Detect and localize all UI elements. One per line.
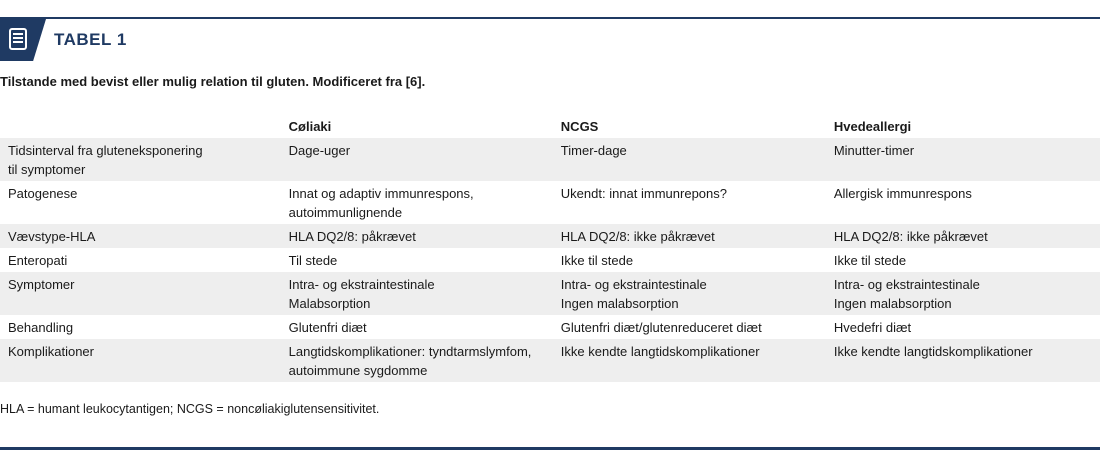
table-row [0, 181, 1100, 224]
column-header-ncgs: NCGS [560, 119, 599, 134]
table-cell: Intra- og ekstraintestinale Ingen malabsorption [834, 272, 1100, 315]
table-cell: Glutenfri diæt [288, 320, 367, 335]
column-header-coeliac: Cøliaki [288, 119, 332, 134]
table-cell: HLA DQ2/8: ikke påkrævet [834, 224, 1100, 248]
table-cell: Langtidskomplikationer: tyndtarmslymfom, autoimmune sygdomme [289, 339, 561, 382]
row-label: Komplikationer [0, 339, 289, 382]
bottom-rule [0, 447, 1100, 450]
table-cell: Ikke kendte langtidskomplikationer [834, 339, 1100, 382]
row-label: Symptomer [0, 272, 289, 315]
table-row [0, 315, 1100, 339]
table-cell: Innat og adaptiv immunrespons, autoimmunlignende [288, 186, 474, 220]
table-cell: Hvedefri diæt [833, 320, 912, 335]
table-row [0, 339, 1100, 382]
row-label: Behandling [8, 320, 74, 335]
table-cell: Ukendt: innat immunrepons? [560, 186, 727, 201]
row-label: Vævstype-HLA [0, 224, 289, 248]
table-cell: Til stede [288, 253, 338, 268]
table-row [0, 248, 1100, 272]
table-cell: Glutenfri diæt/glutenreduceret diæt [560, 320, 762, 335]
row-label: Patogenese [8, 186, 78, 201]
table-cell: Allergisk immunrespons [833, 186, 972, 201]
table-cell: Timer-dage [561, 138, 834, 181]
footnote: HLA = humant leukocytantigen; NCGS = noncøliakiglutensensitivitet. [0, 402, 380, 416]
table-row [0, 138, 1100, 181]
table-cell: Intra- og ekstraintestinale Ingen malabsorption [561, 272, 834, 315]
table-cell: Ikke kendte langtidskomplikationer [561, 339, 834, 382]
table-cell: Dage-uger [289, 138, 561, 181]
table-cell: Ikke til stede [560, 253, 634, 268]
header-badge [0, 19, 46, 61]
column-header-label [0, 114, 289, 138]
document-list-icon [9, 28, 27, 50]
table-caption: Tilstande med bevist eller mulig relation til gluten. Modificeret fra [6]. [0, 74, 426, 89]
table-cell: Ikke til stede [833, 253, 907, 268]
data-table [0, 114, 1100, 382]
column-header-wheat-allergy: Hvedeallergi [833, 119, 912, 134]
table-row [0, 224, 1100, 248]
header-row [0, 114, 1100, 138]
row-label: Enteropati [8, 253, 68, 268]
table-title: TABEL 1 [54, 30, 127, 49]
table-cell: HLA DQ2/8: påkrævet [289, 224, 561, 248]
table-row [0, 272, 1100, 315]
table-cell: Intra- og ekstraintestinale Malabsorption [289, 272, 561, 315]
table-cell: Minutter-timer [834, 138, 1100, 181]
table-header [0, 19, 127, 61]
table-cell: HLA DQ2/8: ikke påkrævet [561, 224, 834, 248]
top-rule [0, 17, 1100, 19]
row-label: Tidsinterval fra gluteneksponering til symptomer [0, 138, 289, 181]
